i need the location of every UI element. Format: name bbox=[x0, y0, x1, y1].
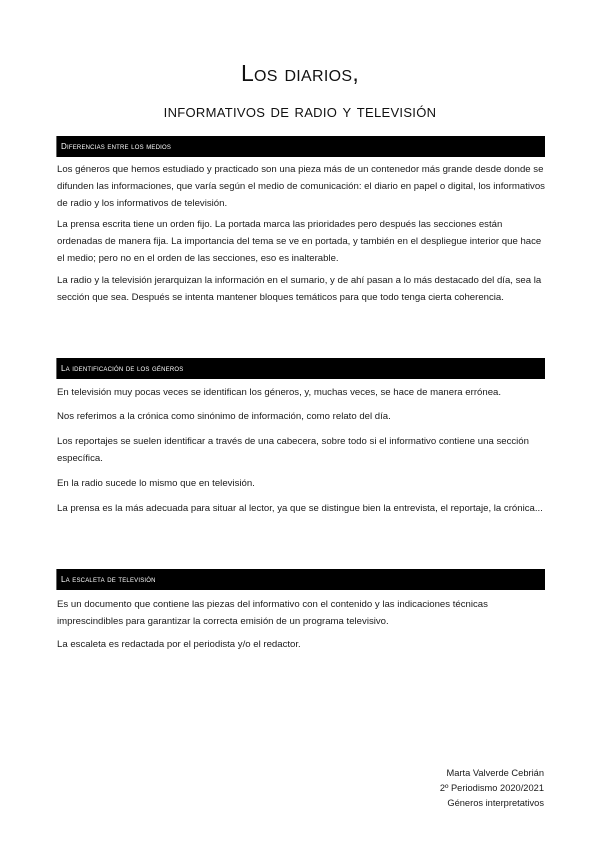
paragraph: Es un documento que contiene las piezas del informativo con el contenido y las indicaciones técnicas imprescindibles para garantizar la correcta emisión de un programa televisivo. bbox=[57, 599, 488, 627]
paragraph: La prensa escrita tiene un orden fijo. La portada marca las prioridades pero después las secciones están ordenadas de manera fija. La importancia del tema se ve en portada, y también en el despliegue interior que hace el medio; pero no en el orden de las secciones, eso es inalterable. bbox=[57, 219, 542, 264]
paragraph: En televisión muy pocas veces se identifican los géneros, y, muchas veces, se hace de manera errónea. bbox=[57, 387, 502, 398]
section-heading-escaleta: La escaleta de televisión bbox=[56, 569, 545, 590]
paragraph: Los reportajes se suelen identificar a través de una cabecera, sobre todo si el informativo contiene una sección específica. bbox=[57, 436, 529, 464]
paragraph: Los géneros que hemos estudiado y practicado son una pieza más de un contenedor más grande desde donde se difunden las informaciones, que varía según el medio de comunicación: el diario en papel o digital, los informativos de radio y los informativos de televisión. bbox=[57, 164, 545, 209]
paragraph: La escaleta es redactada por el periodista y/o el redactor. bbox=[57, 639, 301, 650]
document-title: Los diarios, bbox=[240, 60, 360, 86]
subject-label: Géneros interpretativos bbox=[447, 798, 544, 808]
paragraph: La radio y la televisión jerarquizan la información en el sumario, y de ahí pasan a lo más destacado del día, sea la sección que sea. Después se intenta mantener bloques temáticos para que todo tenga cierta coherencia. bbox=[57, 275, 542, 303]
course-label: 2º Periodismo 2020/2021 bbox=[439, 783, 544, 793]
document-subtitle: informativos de radio y televisión bbox=[163, 101, 437, 121]
paragraph: Nos referimos a la crónica como sinónimo de información, como relato del día. bbox=[57, 411, 391, 422]
paragraph: La prensa es la más adecuada para situar al lector, ya que se distingue bien la entrevista, el reportaje, la crónica... bbox=[57, 503, 543, 514]
paragraph: En la radio sucede lo mismo que en televisión. bbox=[57, 478, 255, 489]
section-heading-diferencias: Diferencias entre los medios bbox=[56, 136, 545, 157]
section-heading-identificacion: La identificación de los géneros bbox=[56, 358, 545, 379]
author-name: Marta Valverde Cebrián bbox=[446, 768, 544, 778]
